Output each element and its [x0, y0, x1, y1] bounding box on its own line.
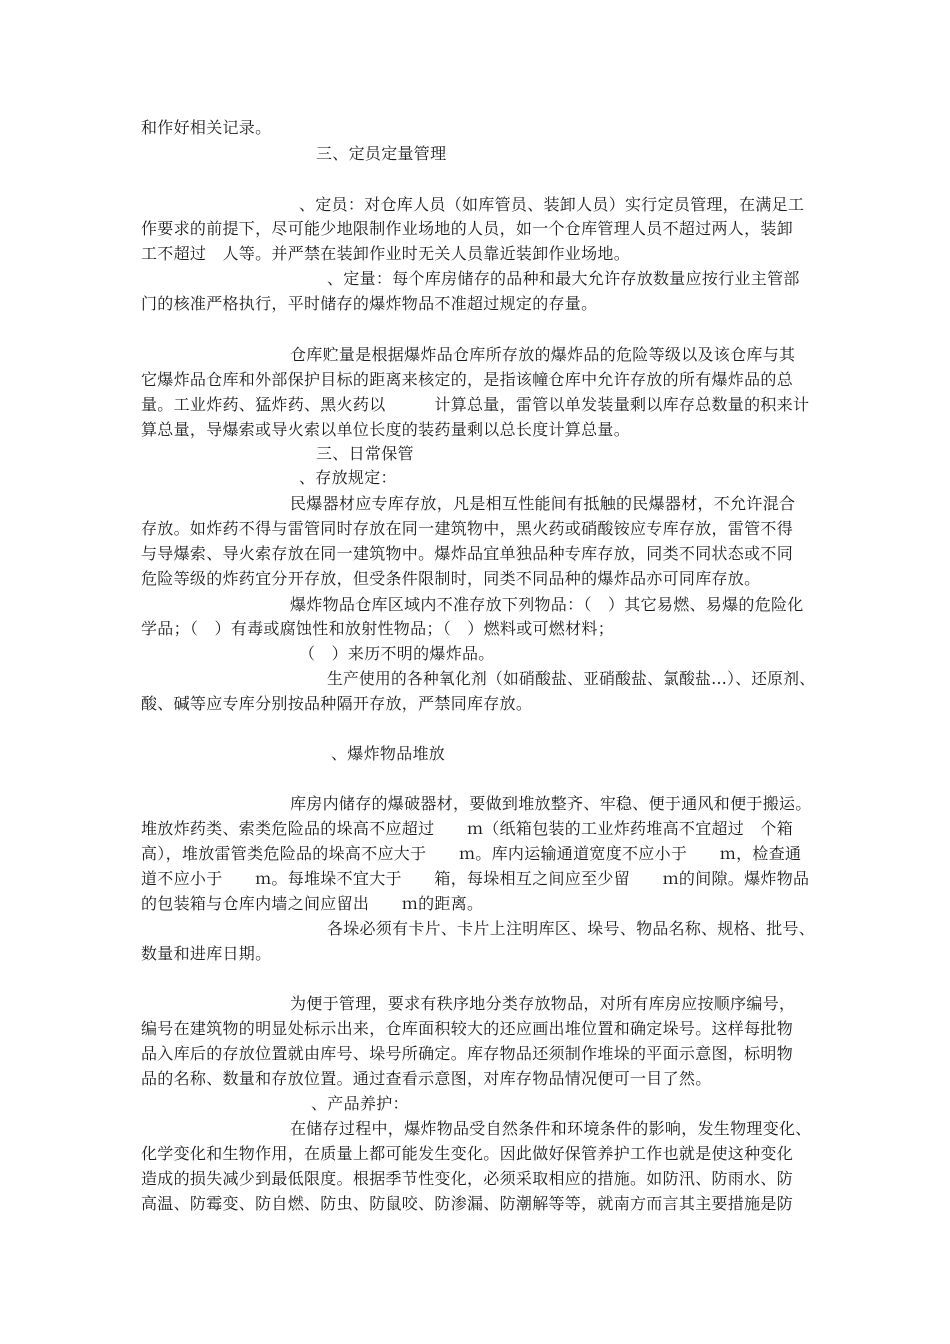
- text-line: 门的核准严格执行，平时储存的爆炸物品不准超过规定的存量。: [141, 294, 598, 313]
- text-line: 数量和进库日期。: [141, 944, 272, 963]
- text-line: 民爆器材应专库存放，凡是相互性能间有抵触的民爆器材，不允许混合: [290, 494, 796, 513]
- text-line: 为便于管理，要求有秩序地分类存放物品，对所有库房应按顺序编号，: [290, 994, 796, 1013]
- text-line: 在储存过程中，爆炸物品受自然条件和环境条件的影响，发生物理变化、: [290, 1119, 812, 1138]
- text-line: 、定量：每个库房储存的品种和最大允许存放数量应按行业主管部: [327, 269, 800, 288]
- text-line: 爆炸物品仓库区域内不准存放下列物品：（ ）其它易燃、易爆的危险化: [290, 595, 804, 614]
- text-line: 、定员：对仓库人员（如库管员、装卸人员）实行定员管理，在满足工: [299, 195, 805, 214]
- text-line: 高），堆放雷管类危险品的垛高不应大于 ｍ。库内运输通道宽度不应小于 ｍ，检查通: [141, 844, 802, 863]
- text-line: 堆放炸药类、索类危险品的垛高不应超过 ｍ（纸箱包装的工业炸药堆高不宜超过 个箱: [141, 819, 794, 838]
- text-line: 和作好相关记录。: [141, 118, 272, 137]
- text-line: 与导爆索、导火索存放在同一建筑物中。爆炸品宜单独品种专库存放，同类不同状态或不同: [141, 544, 794, 563]
- text-line: 库房内储存的爆破器材，要做到堆放整齐、牢稳、便于通风和便于搬运。: [290, 794, 812, 813]
- text-line: 生产使用的各种氧化剂（如硝酸盐、亚硝酸盐、氯酸盐…）、还原剂、: [327, 669, 816, 688]
- text-line: 编号在建筑物的明显处标示出来，仓库面积较大的还应画出堆位置和确定垛号。这样每批物: [141, 1019, 794, 1038]
- subsection-heading: 、存放规定：: [299, 468, 397, 487]
- text-line: （ ）来历不明的爆炸品。: [299, 644, 495, 663]
- text-line: 道不应小于 ｍ。每堆垛不宜大于 箱，每垛相互之间应至少留 ｍ的间隙。爆炸物品: [141, 869, 810, 888]
- text-line: 存放。如炸药不得与雷管同时存放在同一建筑物中，黑火药或硝酸铵应专库存放，雷管不得: [141, 519, 794, 538]
- text-line: 高温、防霉变、防自燃、防虫、防鼠咬、防渗漏、防潮解等等，就南方而言其主要措施是防: [141, 1194, 794, 1213]
- text-line: 学品；（ ）有毒或腐蚀性和放射性物品；（ ）燃料或可燃材料；: [141, 619, 615, 638]
- text-line: 造成的损失减少到最低限度。根据季节性变化，必须采取相应的措施。如防汛、防雨水、防: [141, 1169, 794, 1188]
- text-line: 量。工业炸药、猛炸药、黑火药以 计算总量，雷管以单发装量剩以库存总数量的积来计: [141, 395, 810, 414]
- text-line: 仓库贮量是根据爆炸品仓库所存放的爆炸品的危险等级以及该仓库与其: [290, 345, 796, 364]
- text-line: 作要求的前提下，尽可能少地限制作业场地的人员，如一个仓库管理人员不超过两人，装卸: [141, 219, 794, 238]
- text-line: 品的名称、数量和存放位置。通过查看示意图，对库存物品情况便可一目了然。: [141, 1069, 712, 1088]
- text-line: 算总量，导爆索或导火索以单位长度的装药量剩以总长度计算总量。: [141, 420, 631, 439]
- text-line: 它爆炸品仓库和外部保护目标的距离来核定的，是指该幢仓库中允许存放的所有爆炸品的总: [141, 370, 794, 389]
- section-heading: 三、定员定量管理: [316, 144, 447, 163]
- subsection-heading: 、产品养护：: [311, 1094, 409, 1113]
- section-heading: 三、日常保管: [316, 444, 414, 463]
- text-line: 各垛必须有卡片、卡片上注明库区、垛号、物品名称、规格、批号、: [327, 919, 816, 938]
- text-line: 工不超过 人等。并严禁在装卸作业时无关人员靠近装卸作业场地。: [141, 244, 631, 263]
- text-line: 酸、碱等应专库分别按品种隔开存放，严禁同库存放。: [141, 694, 533, 713]
- text-line: 化学变化和生物作用，在质量上都可能发生变化。因此做好保管养护工作也就是使这种变化: [141, 1144, 794, 1163]
- text-line: 的包装箱与仓库内墙之间应留出 ｍ的距离。: [141, 894, 484, 913]
- text-line: 品入库后的存放位置就由库号、垛号所确定。库存物品还须制作堆垛的平面示意图，标明物: [141, 1044, 794, 1063]
- subsection-heading: 、爆炸物品堆放: [331, 744, 446, 763]
- text-line: 危险等级的炸药宜分开存放，但受条件限制时，同类不同品种的爆炸品亦可同库存放。: [141, 569, 761, 588]
